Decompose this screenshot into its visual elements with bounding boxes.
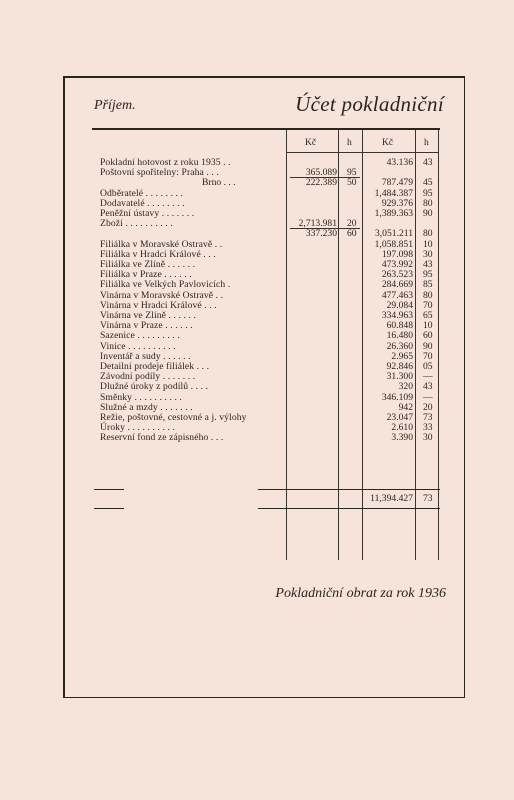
total-rule xyxy=(94,489,124,490)
table-row xyxy=(0,250,514,260)
amount-h-2: 20 xyxy=(423,401,433,413)
amount-h-2: 43 xyxy=(423,157,433,168)
row-label: Sazenice . . . . . . . . . xyxy=(100,330,180,342)
amount-kc-1: 2,713.981 xyxy=(298,218,337,230)
table-row xyxy=(0,423,514,433)
row-label: Vinárna v Moravské Ostravě . . xyxy=(100,289,224,301)
amount-h-2: — xyxy=(423,371,433,383)
amount-kc-1: 365.089 xyxy=(305,167,337,179)
table-row xyxy=(0,178,514,188)
amount-h-2: 60 xyxy=(423,330,433,342)
row-label: Filiálka v Hradci Králové . . . xyxy=(100,248,216,260)
table-row xyxy=(0,393,514,403)
amount-kc-2: 31.300 xyxy=(386,371,413,383)
table-row xyxy=(0,352,514,362)
amount-kc-2: 942 xyxy=(398,401,413,413)
table-row xyxy=(0,342,514,352)
amount-kc-2: 320 xyxy=(398,381,413,393)
table-row xyxy=(0,321,514,331)
amount-h-2: 73 xyxy=(423,412,433,423)
amount-kc-2: 284.669 xyxy=(381,279,413,291)
amount-h-2: 95 xyxy=(423,187,433,199)
amount-h-2: 70 xyxy=(423,350,433,362)
amount-kc-2: 3.390 xyxy=(391,432,413,444)
row-label: Závodní podíly . . . . . . . xyxy=(100,371,196,383)
amount-kc-2: 23.047 xyxy=(386,412,413,423)
table-row xyxy=(0,168,514,178)
amount-kc-2: 477.463 xyxy=(381,289,413,301)
amount-h-2: 70 xyxy=(423,299,433,311)
table-row xyxy=(0,331,514,341)
row-label: Dodavatelé . . . . . . . . xyxy=(100,197,185,209)
table-row xyxy=(0,362,514,372)
amount-kc-2: 2.610 xyxy=(391,422,413,434)
amount-kc-2: 60.848 xyxy=(386,320,413,332)
table-row xyxy=(0,260,514,270)
table-row xyxy=(0,280,514,290)
receipts-heading: Příjem. xyxy=(94,98,136,113)
header-rule xyxy=(92,128,440,130)
table-row xyxy=(0,413,514,423)
amount-kc-2: 929.376 xyxy=(381,197,413,209)
table-row xyxy=(0,199,514,209)
amount-kc-2: 334.963 xyxy=(381,310,413,321)
amount-h-2: 10 xyxy=(423,238,433,250)
turnover-caption: Pokladniční obrat za rok 1936 xyxy=(275,586,446,601)
col-header-kc: Kč xyxy=(305,138,317,148)
amount-h-1: 50 xyxy=(347,177,357,189)
table-row xyxy=(0,372,514,382)
total-row xyxy=(0,494,514,504)
amount-h-2: 43 xyxy=(423,381,433,393)
amount-h-2: 95 xyxy=(423,269,433,281)
col-header-h: h xyxy=(424,138,429,148)
table-row xyxy=(0,270,514,280)
row-label: Poštovní spořitelny: Praha . . . xyxy=(100,167,219,179)
row-label: Služné a mzdy . . . . . . . xyxy=(100,401,193,413)
amount-h-1: 95 xyxy=(347,167,357,179)
row-label: Úroky . . . . . . . . . . xyxy=(100,422,175,434)
amount-h-1: 60 xyxy=(347,228,357,240)
row-label: Filiálka v Praze . . . . . . xyxy=(100,269,192,281)
amount-h-2: 43 xyxy=(423,259,433,270)
amount-kc-2: 26.360 xyxy=(386,340,413,352)
row-label: Vinice . . . . . . . . . . xyxy=(100,340,176,352)
table-row xyxy=(0,240,514,250)
amount-kc-2: 263.523 xyxy=(381,269,413,281)
table-row xyxy=(0,229,514,239)
row-label: Vinárna v Hradci Králové . . . xyxy=(100,299,217,311)
amount-h-2: 80 xyxy=(423,197,433,209)
row-label: Odběratelé . . . . . . . . xyxy=(100,187,184,199)
row-label: Zboží . . . . . . . . . . xyxy=(100,218,173,230)
table-row xyxy=(0,219,514,229)
row-label: Reservní fond ze zápisného . . . xyxy=(100,432,224,444)
row-label: Filiálka ve Zlíně . . . . . . xyxy=(100,259,196,270)
row-label: Vinárna ve Zlíně . . . . . . xyxy=(100,310,197,321)
table-row xyxy=(0,403,514,413)
total-h: 73 xyxy=(423,493,433,504)
total-rule xyxy=(258,508,440,509)
table-row xyxy=(0,209,514,219)
table-row xyxy=(0,433,514,443)
table-row xyxy=(0,311,514,321)
row-label: Pokladní hotovost z roku 1935 . . xyxy=(100,157,231,168)
row-label: Filiálka v Moravské Ostravě . . xyxy=(100,238,223,250)
table-row xyxy=(0,291,514,301)
amount-kc-2: 197.098 xyxy=(381,248,413,260)
header-underline xyxy=(286,152,438,153)
row-label: Vinárna v Praze . . . . . . xyxy=(100,320,193,332)
amount-kc-2: 16.480 xyxy=(386,330,413,342)
row-label: Dlužné úroky z podílů . . . . xyxy=(100,381,209,393)
amount-h-2: 90 xyxy=(423,208,433,219)
amount-h-2: 80 xyxy=(423,289,433,301)
amount-kc-2: 787.479 xyxy=(381,177,413,189)
amount-h-2: 05 xyxy=(423,361,433,372)
row-sublabel: Brno . . . xyxy=(202,177,236,189)
amount-h-2: 33 xyxy=(423,422,433,434)
amount-kc-2: 1,484.387 xyxy=(374,187,413,199)
total-rule xyxy=(258,489,440,490)
row-label: Inventář a sudy . . . . . . xyxy=(100,350,191,362)
amount-h-2: 30 xyxy=(423,432,433,444)
amount-h-2: 85 xyxy=(423,279,433,291)
amount-h-2: 65 xyxy=(423,310,433,321)
amount-kc-1: 337.230 xyxy=(305,228,337,240)
amount-kc-2: 92.846 xyxy=(386,361,413,372)
col-header-h: h xyxy=(347,138,352,148)
table-row xyxy=(0,382,514,392)
row-label: Směnky . . . . . . . . . . xyxy=(100,391,183,403)
amount-h-2: — xyxy=(423,391,433,403)
amount-kc-2: 1,389.363 xyxy=(374,208,413,219)
amount-kc-2: 473.992 xyxy=(381,259,413,270)
total-kc: 11,394.427 xyxy=(370,493,413,504)
amount-h-1: 20 xyxy=(347,218,357,230)
amount-h-2: 45 xyxy=(423,177,433,189)
amount-h-2: 30 xyxy=(423,248,433,260)
amount-kc-2: 3,051.211 xyxy=(374,228,413,240)
amount-kc-2: 43.136 xyxy=(386,157,413,168)
row-label: Filiálka ve Velkých Pavlovicích . xyxy=(100,279,231,291)
row-label: Režie, poštovné, cestovné a j. výlohy xyxy=(100,412,247,423)
amount-kc-2: 29.084 xyxy=(386,299,413,311)
amount-kc-2: 2.965 xyxy=(391,350,413,362)
table-row xyxy=(0,301,514,311)
amount-kc-2: 346.109 xyxy=(381,391,413,403)
table-row xyxy=(0,158,514,168)
amount-h-2: 90 xyxy=(423,340,433,352)
amount-h-2: 10 xyxy=(423,320,433,332)
row-label: Detailní prodeje filiálek . . . xyxy=(100,361,210,372)
account-title: Účet pokladniční xyxy=(295,92,444,116)
col-header-kc: Kč xyxy=(382,138,394,148)
amount-h-2: 80 xyxy=(423,228,433,240)
amount-kc-2: 1,058.851 xyxy=(374,238,413,250)
amount-kc-1: 222.389 xyxy=(305,177,337,189)
total-rule xyxy=(94,508,124,509)
table-row xyxy=(0,189,514,199)
row-label: Peněžní ústavy . . . . . . . xyxy=(100,208,195,219)
